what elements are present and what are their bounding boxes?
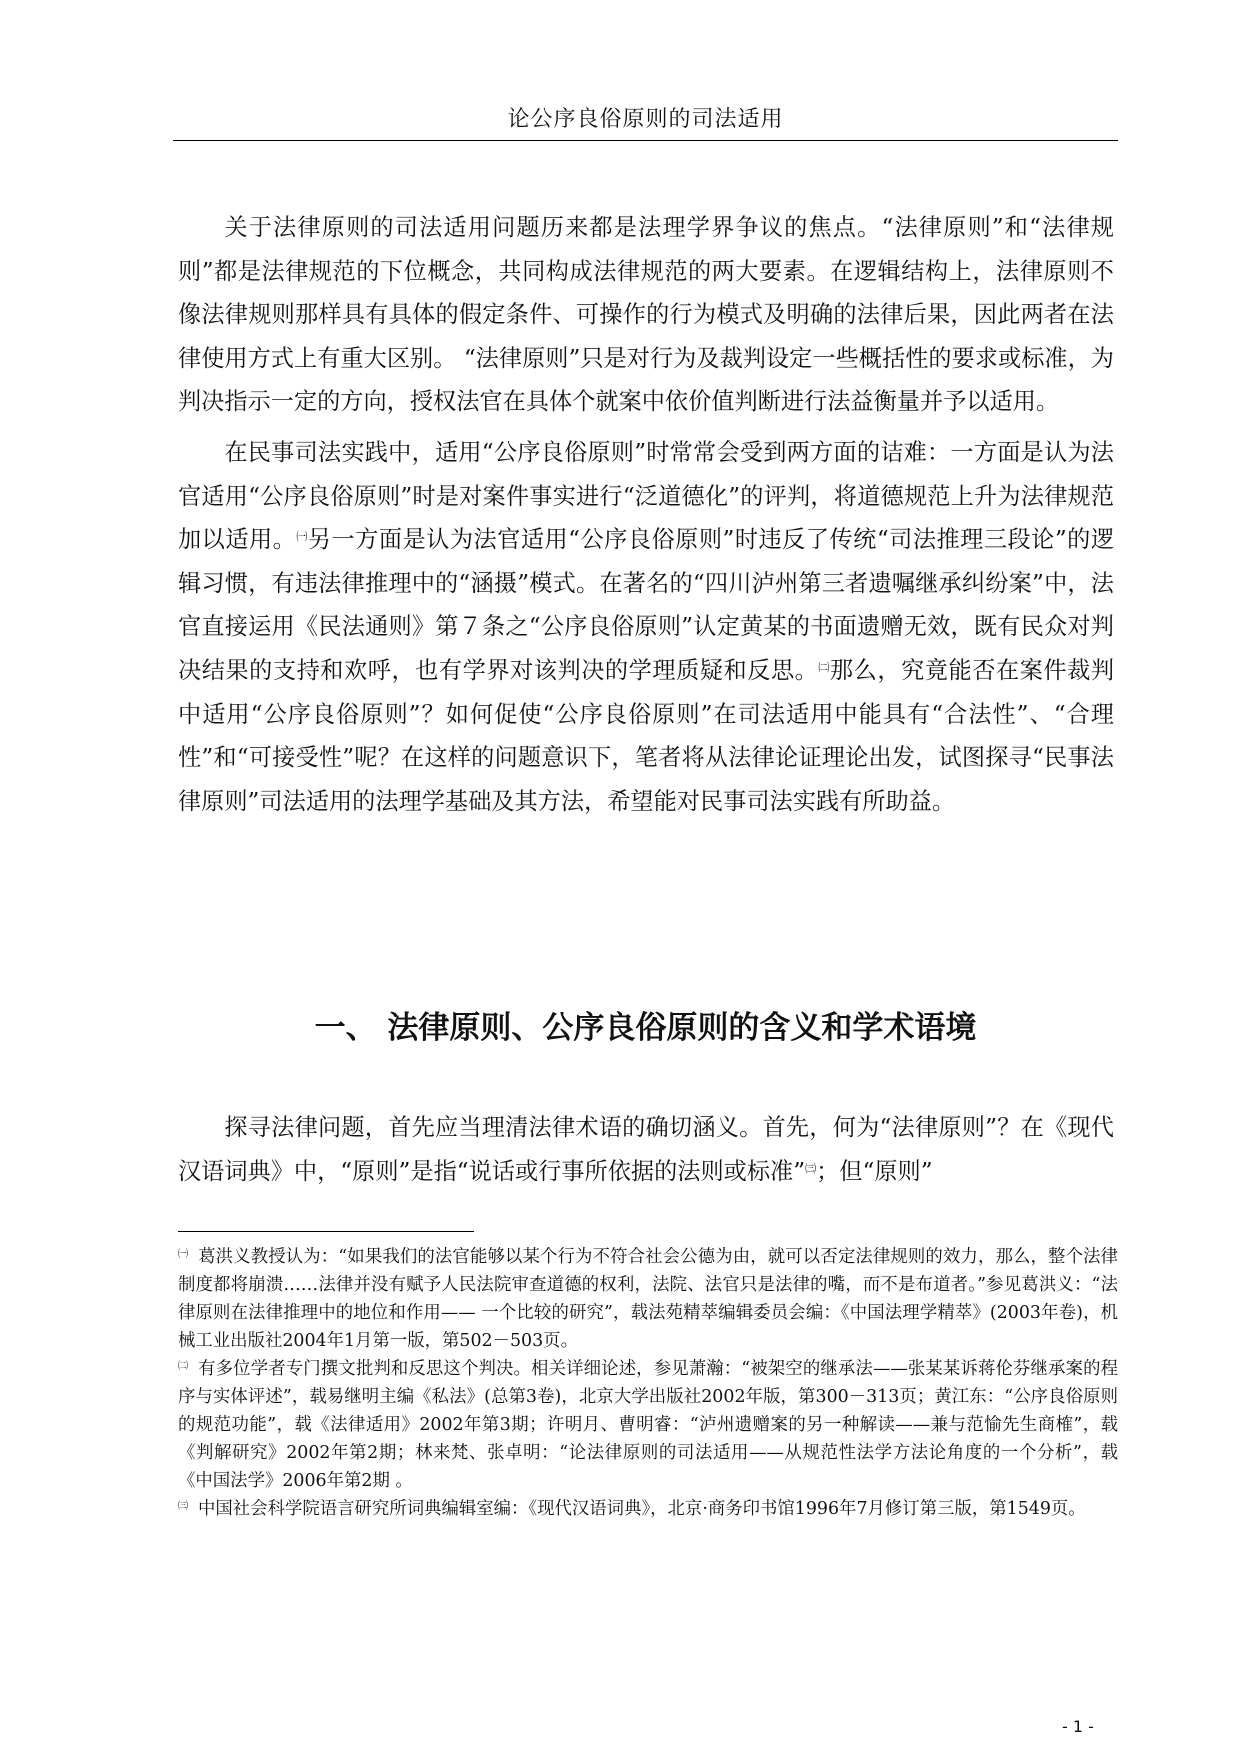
paragraph-3-part-1: 探寻法律问题，首先应当理清法律术语的确切涵义。首先，何为“法律原则”？在《现代汉语词典》中，“原则”是指“说话或行事所依据的法则或标准” [178, 1114, 1114, 1185]
footnote-text: 有多位学者专门撰文批判和反思这个判决。相关详细论述，参见萧瀚：“被架空的继承法——张某某诉蒋伦芬继承案的程序与实体评述”，载易继明主编《私法》(总第3卷)，北京大学出版社2002年版，第300－313页；黄江东：“公序良俗原则的规范功能”，载《法律适用》2002年第3期；许明月、曹明睿：“泸州遗赠案的另一种解读——兼与范愉先生商榷”，载《判解研究》2002年第2期；林来梵、张卓明：“论法律原则的司法适用——从规范性法学方法论角度的一个分析”，载《中国法学》2006年第2期 。 [178, 1359, 1118, 1491]
paragraph-2-part-2: 另一方面是认为法官适用“公序良俗原则”时违反了传统“司法推理三段论”的逻辑习惯，有违法律推理中的“涵摄”模式。在著名的“四川泸州第三者遗嘱继承纠纷案”中，法官直接运用《民法通则》第７条之“公序良俗原则”认定黄某的书面遗赠无效，既有民众对判决结果的支持和欢呼，也有学界对该判决的学理质疑和反思。 [178, 526, 1115, 684]
header-rule [173, 140, 1118, 141]
footnote-mark: ㈡ [178, 1361, 189, 1372]
paragraph-1: 关于法律原则的司法适用问题历来都是法理学界争议的焦点。“法律原则”和“法律规则”都是法律规范的下位概念，共同构成法律规范的两大要素。在逻辑结构上，法律原则不像法律规则那样具有具体的假定条件、可操作的行为模式及明确的法律后果，因此两者在法律使用方式上有重大区别。 “法律原则”只是对行为及裁判设定一些概括性的要求或标准，为判决指示一定的方向，授权法官在具体个就案中依价值判断进行法益衡量并予以适用。 [178, 214, 1114, 416]
page-number: - 1 - [1062, 1717, 1094, 1736]
footnote-ref-1[interactable]: ㈠ [296, 530, 308, 544]
footnote-mark: ㈠ [178, 1249, 189, 1260]
footnote-text: 中国社会科学院语言研究所词典编辑室编：《现代汉语词典》，北京·商务印书馆1996年7月修订第三版，第1549页。 [198, 1499, 1086, 1519]
footnotes [178, 1243, 1118, 1523]
paragraph-3-part-2: ；但“原则” [816, 1157, 933, 1185]
paragraph-2-part-1: 在民事司法实践中，适用“公序良俗原则”时常常会受到两方面的诘难：一方面是认为法官适用“公序良俗原则”时是对案件事实进行“泛道德化”的评判，将道德规范上升为法律规范加以适用。 [178, 438, 1114, 554]
running-header: 论公序良俗原则的司法适用 [507, 107, 784, 132]
footnote-ref-2[interactable]: ㈡ [818, 660, 830, 674]
footnote-text: 葛洪义教授认为：“如果我们的法官能够以某个行为不符合社会公德为由，就可以否定法律规则的效力，那么，整个法律制度都将崩溃……法律并没有赋予人民法院审查道德的权利，法院、法官只是法律的嘴，而不是布道者。”参见葛洪义：“法律原则在法律推理中的地位和作用—— 一个比较的研究”，载法苑精萃编辑委员会编：《中国法理学精萃》(2003年卷)，机械工业出版社2004年1月第一版，第502－503页。 [178, 1247, 1119, 1351]
footnote-mark: ㈢ [178, 1501, 188, 1512]
footnote-3 [178, 1495, 1118, 1523]
footnote-ref-3[interactable]: ㈢ [805, 1161, 817, 1175]
footnote-2 [178, 1355, 1118, 1495]
body-text-section-1 [178, 1106, 1114, 1193]
footnote-1 [178, 1243, 1118, 1355]
footnote-separator [178, 1231, 474, 1232]
paragraph-2 [178, 431, 1114, 823]
paragraph-3 [178, 1106, 1114, 1193]
body-text [178, 206, 1114, 823]
paragraph-2-part-3: 那么，究竟能否在案件裁判中适用“公序良俗原则”？如何促使“公序良俗原则”在司法适用中能具有“合法性”、“合理性”和“可接受性”呢？在这样的问题意识下，笔者将从法律论证理论出发，试图探寻“民事法律原则”司法适用的法理学基础及其方法，希望能对民事司法实践有所助益。 [178, 656, 1115, 815]
section-heading: 一、 法律原则、公序良俗原则的含义和学术语境 [314, 1010, 977, 1046]
